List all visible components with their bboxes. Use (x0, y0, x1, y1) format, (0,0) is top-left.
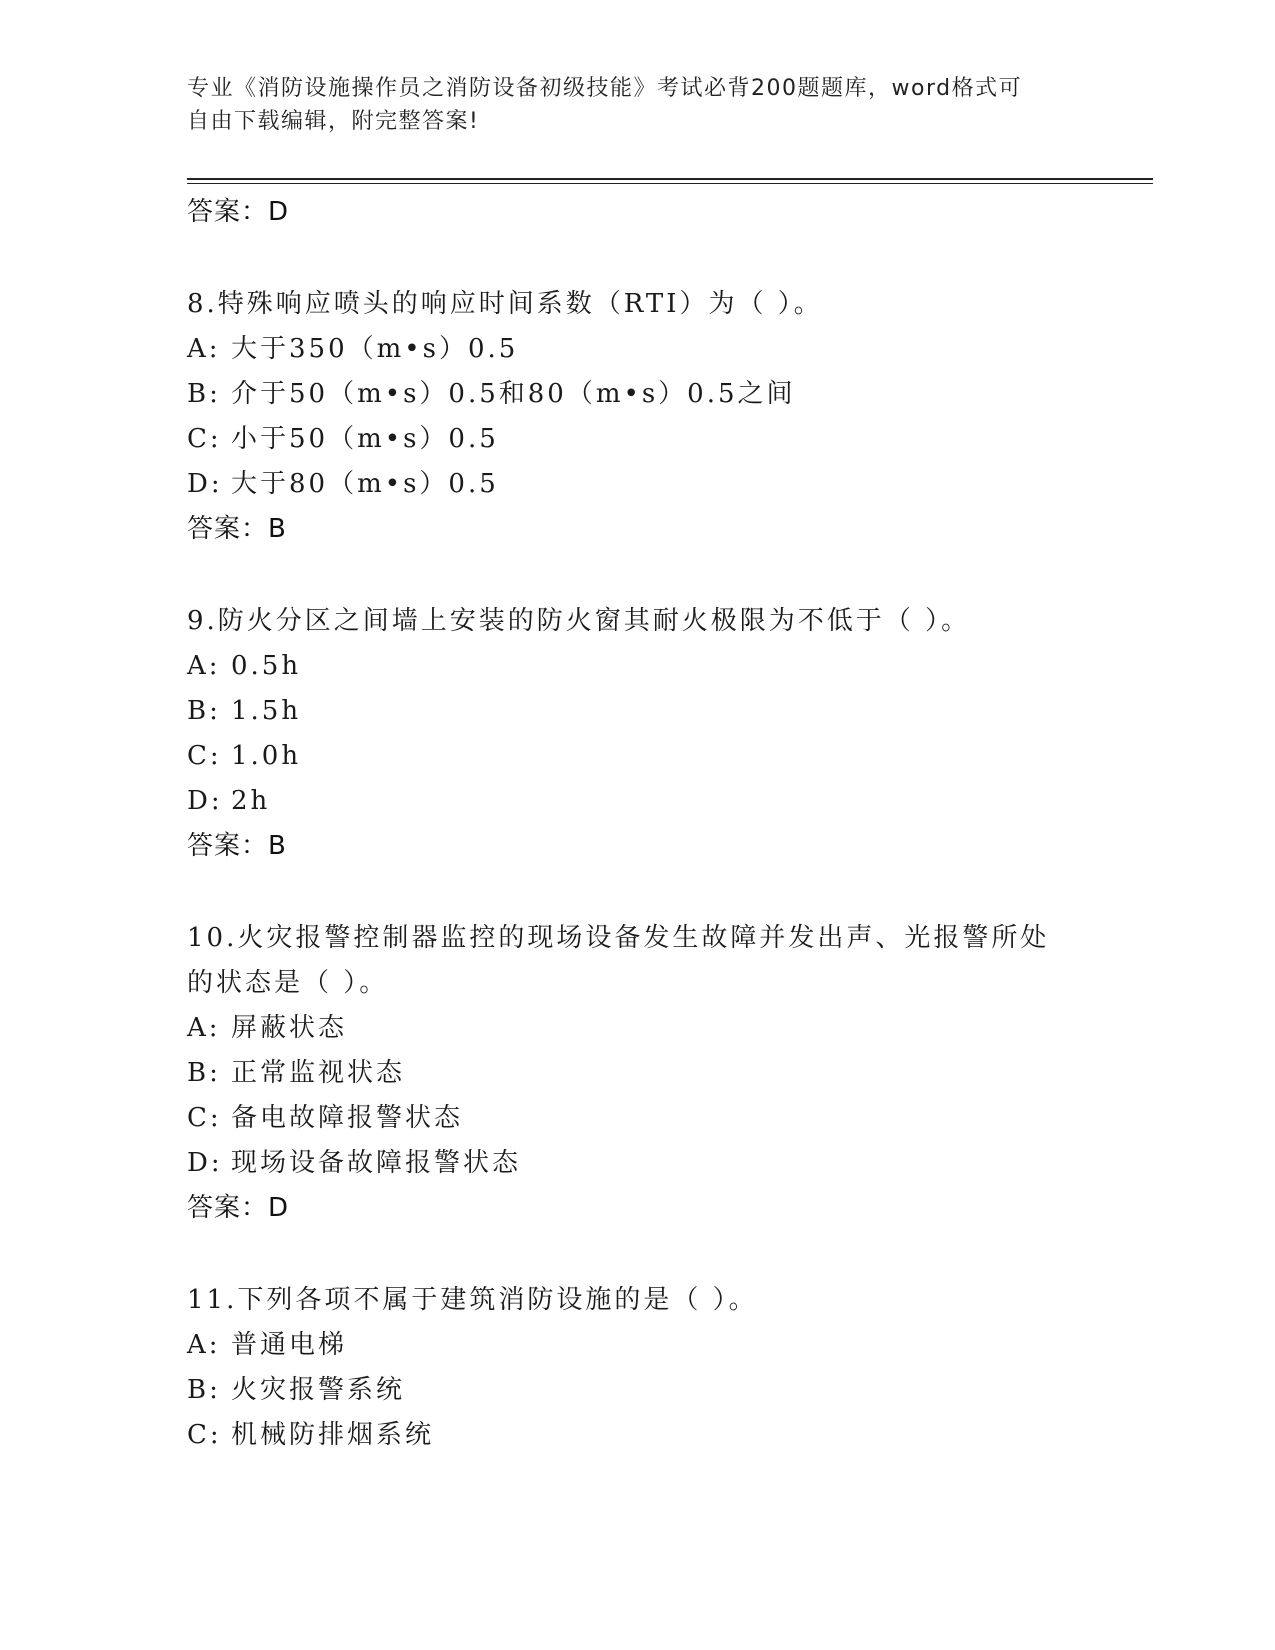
option-c (187, 417, 1087, 462)
header-divider-thick (187, 178, 1153, 180)
option-text: 大于80（m•s）0.5 (231, 469, 499, 499)
option-text: 大于350（m•s）0.5 (231, 334, 519, 364)
option-text: 小于50（m•s）0.5 (231, 424, 499, 454)
question-text: 9.防火分区之间墙上安装的防火窗其耐火极限为不低于（ ）。 (187, 606, 971, 636)
spacer (187, 234, 1087, 282)
option-letter: C: (187, 424, 222, 454)
option-b (187, 689, 1087, 734)
answer-line: 答案：D (187, 1193, 290, 1223)
option-letter: B: (187, 696, 221, 726)
option-a (187, 1006, 1087, 1051)
question-block (187, 282, 1087, 551)
option-letter: A: (187, 1013, 221, 1043)
question-list (187, 190, 1087, 1458)
option-text: 0.5h (231, 651, 302, 681)
header-line-2: 自由下载编辑，附完整答案! (187, 109, 480, 134)
option-c (187, 734, 1087, 779)
option-letter: B: (187, 1375, 221, 1405)
header-line-1: 专业《消防设施操作员之消防设备初级技能》考试必背200题题库，word格式可 (187, 76, 1023, 101)
option-d (187, 1141, 1087, 1186)
option-letter: A: (187, 651, 221, 681)
option-b (187, 1368, 1087, 1413)
header-divider-thin (187, 183, 1153, 184)
question-text: 8.特殊响应喷头的响应时间系数（RTI）为（ ）。 (187, 289, 823, 319)
option-letter: D: (187, 1148, 223, 1178)
option-a (187, 327, 1087, 372)
option-a (187, 1323, 1087, 1368)
answer-line: 答案：B (187, 831, 287, 861)
spacer (187, 1230, 1087, 1278)
option-letter: C: (187, 741, 222, 771)
option-letter: A: (187, 334, 221, 364)
question-block (187, 1278, 1087, 1458)
option-text: 备电故障报警状态 (231, 1103, 464, 1133)
option-letter: A: (187, 1330, 221, 1360)
option-text: 屏蔽状态 (231, 1013, 348, 1043)
question-block (187, 916, 1087, 1230)
document-header (187, 72, 1067, 138)
option-letter: D: (187, 469, 223, 499)
option-text: 现场设备故障报警状态 (231, 1148, 522, 1178)
question-text: 11.下列各项不属于建筑消防设施的是（ ）。 (187, 1285, 758, 1315)
option-text: 介于50（m•s）0.5和80（m•s）0.5之间 (231, 379, 796, 409)
option-text: 2h (231, 786, 271, 816)
answer-line: 答案：B (187, 514, 287, 544)
option-letter: B: (187, 1058, 221, 1088)
option-d (187, 462, 1087, 507)
option-text: 正常监视状态 (231, 1058, 406, 1088)
option-text: 普通电梯 (231, 1330, 348, 1360)
option-text: 1.5h (231, 696, 302, 726)
option-letter: D: (187, 786, 223, 816)
option-letter: C: (187, 1420, 222, 1450)
question-block (187, 599, 1087, 868)
option-text: 火灾报警系统 (231, 1375, 406, 1405)
option-text: 机械防排烟系统 (231, 1420, 435, 1450)
option-c (187, 1413, 1087, 1458)
spacer (187, 551, 1087, 599)
option-letter: C: (187, 1103, 222, 1133)
option-letter: B: (187, 379, 221, 409)
option-c (187, 1096, 1087, 1141)
spacer (187, 868, 1087, 916)
option-text: 1.0h (231, 741, 302, 771)
option-a (187, 644, 1087, 689)
option-d (187, 779, 1087, 824)
question-text: 10.火灾报警控制器监控的现场设备发生故障并发出声、光报警所处的状态是（ ）。 (187, 923, 1050, 998)
option-b (187, 372, 1087, 417)
answer-line: 答案：D (187, 197, 290, 227)
option-b (187, 1051, 1087, 1096)
